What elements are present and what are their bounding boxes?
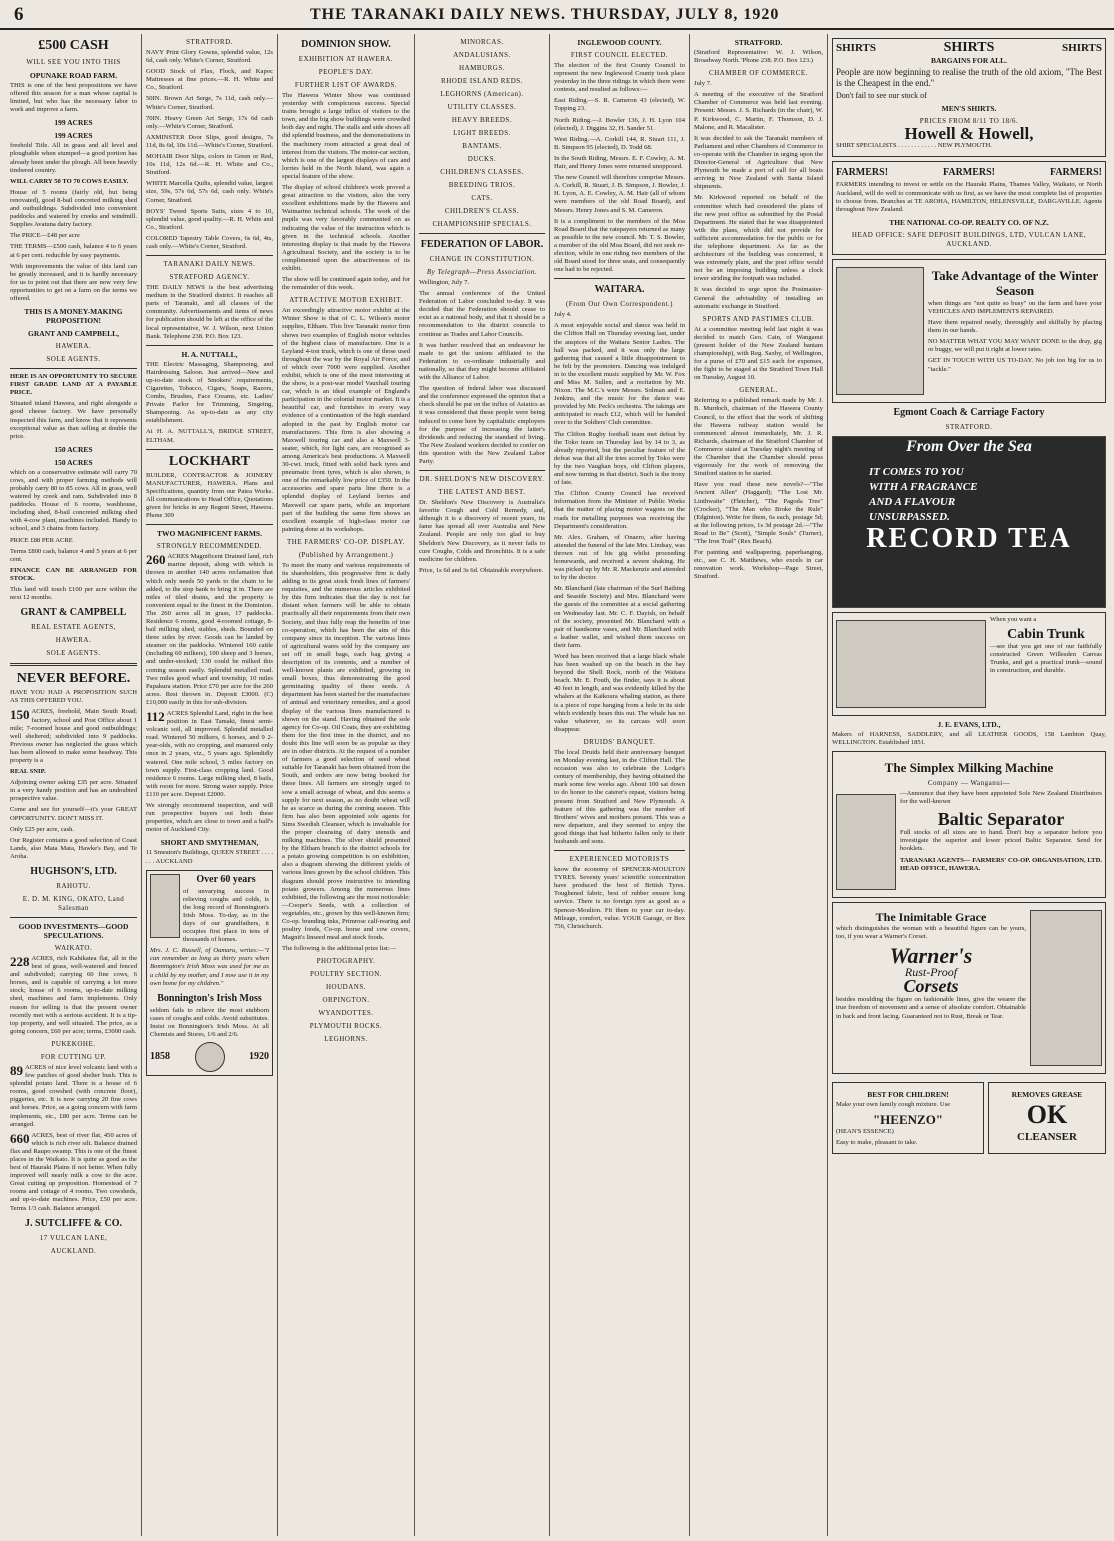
article-paragraph: Word has been received that a large black whale has been washed up on the beach in the bay beyond the Shell Rock, north of the Waitara beach. Mr. E. Fouth, the finder, says it is about 40 feet in length, and was evidently killed by the whalers at the Kaikoura whaling station, as there is a piece of rope hanging from a hole in its side which evidently bears this out. The whale has no value whatever, so its carcass will soon disappear. (554, 653, 685, 733)
column-5 (550, 34, 690, 1536)
evans-text: Makers of HARNESS, SADDLERY, and all LEATHER GOODS, 158 Lambton Quay, WELLINGTON. Established 1851. (832, 730, 1106, 746)
article-paragraph: For painting and wallpapering, paperhanging, etc., see C. H. Matthews, who excels in car renovation work. Workshop—Page Street, Stratford. (694, 549, 823, 581)
removes-heading: REMOVES GREASE (1011, 1090, 1083, 1100)
article-paragraph: Mr. Alex. Graham, of Onaero, after having attended the funeral of the late Mrs. Lindsay, was thrown out of his gig whilst proceeding homewards, and received a severe shaking. He was picked up by Mr. R. Mackenzie and attended to by the doctor. (554, 533, 685, 582)
trunk-illustration (836, 620, 986, 708)
agent2-sole: SOLE AGENTS. (46, 649, 101, 658)
bargains-heading: BARGAINS FOR ALL. (930, 56, 1008, 66)
tea-line: UNSURPASSED. (869, 510, 950, 523)
only-text: Only £25 per acre, cash. (10, 825, 75, 833)
tea-line: AND A FLAVOUR (869, 495, 956, 508)
dont-text: Don't fail to see our stock of (836, 91, 927, 101)
article-paragraph: The Clifton Rugby football team met defeat by the Toko team on Thursday last by 14 to 3, as already reported, but the peculiar feature of the defeat was that all the tries scored by Toko were by the two Vaughan boys, old Clifton players, and now turning in that district. Such is the irony of fate. (554, 430, 685, 487)
register-text: Our Register contains a good selection of Coast Lands, also Mata Mata, Hawke's Bay, and Te Aroha. (10, 836, 137, 860)
cabin-trunk-ad (832, 612, 1106, 716)
cutting-heading: FOR CUTTING UP. (40, 1052, 107, 1061)
classified-item: AXMINSTER Door Slips, good designs, 7s 11d, 8s 6d, 10s 11d.—White's Corner, Stratford. (146, 133, 273, 149)
take-heading: Take Advantage of the Winter Season (931, 267, 1099, 298)
divider (419, 470, 545, 471)
short-heading: SHORT AND SMYTHEMAN, (160, 838, 259, 848)
agent2-sub: REAL ESTATE AGENTS, (31, 623, 116, 632)
acres2-heading: 150 ACRES (54, 444, 93, 454)
article-paragraph: Referring to a published remark made by Mr. J. B. Murdoch, chairman of the Hawera County Council, to the effect that the work of shifting the Hawera railway station would be commenced almost immediately, Mr. J. R. Richards, chairman of the Stratford Chamber of Commerce stated at Tuesday night's meeting of the Chamber that the Chamber should press vigorously for the work of removing the Stratford station to be started. (694, 397, 823, 478)
dominion-show-heading: DOMINION SHOW. (301, 39, 391, 50)
article-paragraph: It is a compliment to the members of the Moa Road Board that the ratepayers returned as many as possible to the new council. Mr. T. S. Bowler, a member of the old Moa Board, did not seek re-election, while in one riding two members of the old Board stood for three seats, and consequently one had to be rejected. (554, 217, 685, 274)
investments-heading: GOOD INVESTMENTS—GOOD SPECULATIONS. (18, 922, 129, 940)
article-paragraph: Mr. Blanchard (late chairman of the Surf Bathing and Seaside Society) and Mrs. Blanchard were the guests of the committee at a social gathering on Wednesday last. Mr. C. F. Dayish, on behalf of the society, presented Mr. Blanchard with a pair of handsome vases, and Mr. Blanchard with a leather wallet, and wished them success on their farm. (554, 585, 685, 649)
two-farms-heading: TWO MAGNIFICENT FARMS. (157, 529, 262, 539)
bonnington-tail: seldom fails to relieve the most stubborn cases of coughs and colds. Avoid substitutes. Insist on Bonnington's Irish Moss. At all Chemists and Stores, 1/6 and 2/6. (150, 1006, 269, 1038)
opportunity-text: HERE IS AN OPPORTUNITY TO SECURE FIRST GRADE LAND AT A PAYABLE PRICE. (10, 373, 137, 397)
breeding-heading: BREEDING TRIOS. (448, 181, 516, 189)
waikato-heading: WAIKATO. (54, 944, 93, 952)
baltic-text: Full stocks of all sizes are to hand. Don't buy a separator before you investigate the superior and lower priced Baltic Separator. Send for booklets. (900, 829, 1102, 853)
hughson-heading: HUGHSON'S, LTD. (30, 866, 117, 877)
inspection-text: We strongly recommend inspection, and will run prospective buyers out both these properties, which are close to town and a half's motor of Auckland City. (146, 802, 273, 834)
money-heading: THIS IS A MONEY-MAKING PROPOSITION! (24, 307, 123, 326)
column-3 (278, 34, 415, 1536)
divider (146, 255, 273, 256)
column-6 (690, 34, 828, 1536)
terms2-text: Terms £800 cash, balance 4 and 5 years at 6 per cent. (10, 547, 137, 563)
medallion-icon (195, 1042, 225, 1072)
sutcliffe-heading: J. SUTCLIFFE & CO. (25, 1217, 122, 1229)
divider (10, 368, 137, 369)
farmers-heading: THE FARMERS' CO-OP. DISPLAY. (286, 537, 406, 546)
hughson-town: RAHOTU. (56, 882, 91, 890)
acres2-heading-repeat: 150 ACRES (54, 457, 93, 467)
stratford-heading: STRATFORD. (186, 38, 233, 46)
article-paragraph: The annual conference of the United Federation of Labor concluded to-day. It was decided that the Federation should cease to exist as a national body, and that it should be a recommendation to the district councils to continue as Trades and Labor Councils. (419, 290, 545, 338)
bonnington-brand: Bonnington's Irish Moss (157, 992, 262, 1004)
make-text: Make your own family cough mixture. Use (836, 1101, 951, 1109)
divider (419, 233, 545, 234)
representative-line: (Stratford Representative: W. J. Wilson, Broadway North. 'Phone 238. P.O. Box 123.) (694, 49, 823, 65)
egmont-ad (832, 259, 1106, 403)
sold-text: This land will touch £100 per acre within the next 12 months. (10, 586, 137, 602)
agents-text: TARANAKI AGENTS— FARMERS' CO-OP. ORGANISATION, LTD. HEAD OFFICE, HAWERA. (900, 856, 1102, 872)
childrens-show-heading: CHILDREN'S CLASS. (444, 207, 520, 215)
first-council-heading: FIRST COUNCIL ELECTED. (570, 51, 669, 59)
motor-heading: ATTRACTIVE MOTOR EXHIBIT. (289, 296, 403, 305)
recommended-heading: STRONGLY RECOMMENDED. (156, 542, 263, 551)
corset-text: besides moulding the figure on fashionable lines, give the wearer the true freedom of movement and a sense of absolute comfort. Obtainable in back and front lacing. Guaranteed not to Rust, Break or Tear. (836, 996, 1026, 1020)
p150-text: ACRES, freehold, Main South Road; factory, school and Post Office about 1 mile; 7-roomed house and good outbuildings; well sheltered; subdivided into 9 paddocks. Previous owner has neglected the grass which has been allowed to make some headway. This property is a (10, 708, 137, 764)
leghorns-am-heading: LEGHORNS (American). (440, 90, 524, 98)
record-tea-ad (832, 436, 1106, 608)
nuttall-address: At H. A. NUTTALL'S, BRIDGE STREET, ELTHAM. (146, 428, 273, 444)
farm-text: FARMERS intending to invest or settle on the Hauraki Plains, Thames Valley, Waikato, or North Auckland, will do well to communicate with us first, as we have the most complete list of properties to choose from. Branches at TE AROHA, HAMILTON, HELENSVILLE, DARGAVILLE. Agents throughout New Zealand. (836, 181, 1102, 213)
championship-heading: CHAMPIONSHIP SPECIALS. (432, 220, 532, 228)
dateline: July 7. (694, 80, 712, 88)
classified-item: MOHAIR Door Slips, colors in Green or Red, 10s 11d, 12s 6d.—R. H. White and Co., Stratford. (146, 153, 273, 177)
agency-text: THE DAILY NEWS is the best advertising medium in the Stratford district. It reaches all parts of Taranaki, and all classes of the community. Advertisements and items of news for publication should be left at the office of the local representative, W. J. Wilson, next Union Bank. Telephone 238. P.O. Box 123. (146, 284, 273, 340)
p112-text: ACRES Splendid Land, right in the best position in East Tamaki, finest semi-volcanic soil, all improved. Splendid metalled road. Wintered 50 milkers, 6 horses, and 9 2-year-olds, with no cropping, and manured only once in 2 years, viz., 5 years ago. Splendidly watered. One mile school, 3 miles factory on town supply. First-class cropping land. Good residence 6 rooms. Large milking shed, 8 bails, with room for more. Strong water supply. Price £110 per acre. Deposit £2000. (146, 710, 273, 798)
shirts-label: SHIRTS (943, 40, 995, 55)
improve-text: With improvements the value of this land can be greatly increased, and it is hardly necessary for us to point out that there are now very few opportunities to get on a farm on the terms we offered. (10, 262, 137, 302)
article-paragraph: The display of school children's work proved a great attraction to the visitors, also the very excellent exhibitions made by the Hawera and Waimarino technical schools. The work of the pupils was very favorably commented on as indicating the value of the instruction which is given in the technical schools. Another interesting display is that made by the Hawera Agricultural Society, and the society is to be complimented upon the attractiveness of its exhibit. (282, 184, 410, 272)
heenzo-sub: (HEAN'S ESSENCE) (836, 1128, 894, 1136)
take-text: Have them repaired neatly, thoroughly and skilfully by placing them in our hands. (928, 319, 1102, 335)
year-from: 1858 (150, 1051, 170, 1063)
stratford-heading: STRATFORD. (734, 38, 783, 47)
grace-text: which distinguishes the woman with a beautiful figure can be yours, too, if you wear a Warner's Corset. (836, 925, 1026, 941)
article-paragraph: The new Council will therefore comprise Messrs. A. Corkill, R. Stuart, J. B. Simpson, J. Bowler, J. H. Lyon, A. E. Cowley, A. M. Hair (all of whom were members of the old Road Board), and Messrs. Henry Jones and S. M. Cameron. (554, 174, 685, 214)
agent-sole: SOLE AGENTS. (46, 355, 101, 364)
sutcliffe-address: 17 VULCAN LANE, (39, 1233, 108, 1242)
cats-heading: CATS. (471, 194, 493, 202)
price2-text: PRICE £88 PER ACRE (10, 536, 73, 544)
bantams-heading: BANTAMS. (462, 142, 502, 150)
farmers-sub: (Published by Arrangement.) (298, 550, 394, 559)
real-snip: REAL SNIP. (10, 768, 46, 776)
simplex-company: Company — Wanganui— (927, 779, 1011, 788)
column-4 (415, 34, 550, 1536)
correspondent-line: (From Our Own Correspondent.) (565, 300, 674, 309)
take-text: when things are "not quite so busy" on the farm and have your VEHICLES AND IMPLEMENTS REPAIRED. (928, 299, 1102, 315)
article-paragraph: An exceedingly attractive motor exhibit at the Winter Show is that of C. L. Wilson's motor supplies, Eltham. This live Taranaki motor firm shows two examples of English motor vehicles of the highest class of manufacture. One is a Leyland 4-ton truck, which is one of those used throughout the war by the Royal Air Force, and of which over 7000 were supplied. Another exhibit, which is one of the most interesting at the show, is a post-war model Vauxhall touring car, which is an ideal example of England's participation in the colonial motor market. It is a beautiful car, and furnishes in every way evidence of a continuation of the high standard adopted in the past by English motor car manufacturers. This firm is also showing a Maxwell touring car and also a Maxwell 3-seater, which, for light cars, are recognised as among America's best productions. A Maxwell 30-cwt. truck, fitted with solid back tyres and pneumatic front tyres, which is also shown, is one of the remarkably low price of £350. In the accessories and spare parts line there is a splendid display of Leyland lorries and Maxwell car spare parts, while an important part of the building the same firm shows an excellent example of high-class motor car painting done at its workshops. (282, 307, 410, 533)
andalusians-heading: ANDALUSIANS. (453, 51, 511, 59)
adjoining-text: Adjoining owner asking £35 per acre. Situated in a very handy position and has an undoubted prospective value. (10, 779, 137, 803)
cash-sub: WILL SEE YOU INTO THIS (26, 58, 121, 66)
howell-heading: Howell & Howell, (904, 124, 1034, 144)
inglewood-heading: INGLEWOOD COUNTY. (577, 38, 662, 47)
bonnington-text: of unvarying success in relieving coughs and colds, is the long record of Bonnington's Irish Moss. To-day, as in the days of our grandfathers, it occupies first place in tens of thousands of homes. (183, 887, 269, 944)
situated-text: Situated inland Hawera, and right alongside a good cheese factory. We have personally inspected this farm, and know that it represents exceptional value as than selling at double the price. (10, 400, 137, 440)
article-paragraph: The local Druids held their anniversary banquet on Monday evening last, in the Clifton Hall. The occasion was also to celebrate the Lodge's century of membership, they having obtained the mark some few weeks ago. About 100 sat down to do honor to the caterer's repast, visitors being present from Stratford and New Plymouth. A feature of this gathering was the number of Brothers' wives and mothers present. This was a new departure, and they seemed to enjoy the good things that had hitherto fallen only to their husbands and sons. (554, 748, 685, 845)
awards-heading: FURTHER LIST OF AWARDS. (294, 81, 398, 89)
peoples-day-heading: PEOPLE'S DAY. (318, 68, 374, 76)
lockhart-text: BUILDER, CONTRACTOR & JOINERY MANUFACTURER, HAWERA. Plans and Specifications, quantity from our Patea Works. All communications to Head Office, Quotations given for bricks in any Regent Street, Hawera. Phone 309 (146, 471, 273, 520)
column-1 (6, 34, 142, 1536)
sports-heading: SPORTS AND PASTIMES CLUB. (702, 314, 815, 323)
article-paragraph: The show will be continued again today, and for the remainder of this week. (282, 276, 410, 292)
acres-text: freehold Title. All in grass and all level and ploughable when stumped—a good portion has already been under the plough. All been heavily timbered country. (10, 142, 137, 174)
article-paragraph: Mr. Kirkwood reported on behalf of the committee which had considered the plans of the new post office as submitted by the Postal Department. He stated that he was disappointed with the plans, which did not provide for sufficient accommodation for the public or for the telephone department. As far as the architecture of the building was concerned, it was extremely plain, and the post office would not be an imposing building unless a clock tower striding the footpath was included. (694, 194, 823, 283)
classified-item: NAVY Print Glory Gowns, splendid value, 12s 6d, cash only. White's Corner, Stratford. (146, 49, 273, 65)
poultry-heading: POULTRY SECTION. (309, 970, 383, 979)
simplex-heading: The Simplex Milking Machine (884, 760, 1054, 776)
cabin-heading: Cabin Trunk (1007, 626, 1085, 642)
heenzo-ad (832, 1082, 984, 1154)
heavy-heading: HEAVY BREEDS. (451, 116, 513, 124)
lockhart-heading: LOCKHART (168, 453, 251, 469)
warners-brand: Warner's (889, 943, 973, 969)
p660-text: ACRES, best of river flat, 450 acres of which is rich river silt. Balance drained flax and Raupo swamp. This is one of the finest places in the Waikato. It is quite as good as the best of Hauraki Plains if not better. When fully improved will nearly milk a cow to the acre. Great cutting up proposition. Homestead of 7 rooms and cottage of 4 rooms. Two cowsheds, and up-to-date machines. Price, £50 per acre. Terms 1/3 cash. Balance arranged. (10, 1131, 137, 1212)
pukekohe-heading: PUKEKOHE. (51, 1039, 96, 1048)
classified-item: 70IN. Heavy Green Art Serge, 17s 6d cash only.—White's Corner, Stratford. (146, 114, 273, 130)
have-text: HAVE YOU HAD A PROPOSITION SUCH AS THIS OFFERED YOU. (10, 689, 137, 705)
man-portrait-illustration (836, 267, 924, 395)
article-paragraph: West Riding.—A. Corkill 144, R. Stuart 111, J. B. Simpson 95 (elected), D. Todd 68. (554, 135, 685, 151)
take-text: NO MATTER WHAT YOU MAY WANT DONE to the dray, gig or buggy, we will put it right at lower rates. (928, 338, 1102, 354)
heenzo-brand: "HEENZO" (872, 1112, 944, 1128)
article-paragraph: The question of federal labor was discussed and the conference expressed the opinion that a check should be put on the influx of Asiatics as it was considered that these people were being induced to come here by capitalistic employers for the purpose of increasing the latter's dividends and reducing the standard of living. The New Zealand workers decided to confer on this question with the New Zealand Labor Party. (419, 385, 545, 465)
article-paragraph: A meeting of the executive of the Stratford Chamber of Commerce was held last evening. Present: Messrs. J. S. Richards (in the chair), W. P. Kirkwood, C. Martin, F. Thomson, D. J. Malone, and R. Macalister. (694, 91, 823, 131)
agent2-name: GRANT & CAMPBELL (20, 607, 127, 619)
telegraph-line: By Telegraph—Press Association. (426, 268, 538, 276)
dateline: July 4. (554, 311, 572, 319)
separator-illustration (836, 794, 896, 890)
short-address: 11 Smeaton's Buildings, QUEEN STREET . . . . . . . AUCKLAND (146, 849, 273, 865)
sheldon-tail: Price, 1s 6d and 3s 6d. Obtainable everywhere. (419, 566, 544, 574)
acres-number: 150 (10, 707, 30, 723)
easy-text: Easy to make, pleasant to take. (836, 1139, 918, 1147)
never-before-heading: NEVER BEFORE. (16, 671, 131, 687)
divider (10, 663, 137, 666)
divider (554, 278, 685, 279)
article-paragraph: A most enjoyable social and dance was held in the Clifton Hall on Thursday evening last, under the auspices of the Waitara Senior Ladies. The hall was packed, and it was only the large gathering that caused a little disappointment to be felt by the promoters. Dancing was indulged in to the excellent music supplied by Mr. W. Fox and Miss M. Sullen, and a recitation by Mr. Nixon. The M.C.'s were Messrs. Solman and E. Jenkins, and the music for the dance was provided by Mr. Peck's orchestra. The takings are anticipated to reach £12, which will be handed over to the Soldiers' Club committee. (554, 322, 685, 427)
exhibition-heading: EXHIBITION AT HAWERA. (298, 55, 394, 63)
divider (146, 449, 273, 450)
hamburgs-heading: HAMBURGS. (459, 64, 505, 72)
over-60-heading: Over 60 years (196, 873, 256, 885)
sheldon-sub: THE LATEST AND BEST. (438, 488, 526, 497)
sheldon-heading: DR. SHELDON'S NEW DISCOVERY. (419, 475, 545, 484)
national-heading: THE NATIONAL CO-OP. REALTY CO. OF N.Z. (889, 217, 1049, 227)
farmers-ad (832, 161, 1106, 254)
p89-text: ACRES of nice level volcanic land with a few patches of good shelter bush. This is splendid potato land. There is a house of 6 rooms, good cowshed (with concrete floor), piggeries, etc. It is now carrying 20 fine cows and horses. Price, as a going concern with farm implements, etc., £80 per acre. Terms can be arranged. (10, 1063, 137, 1128)
article-paragraph: The following is the additional prize list:— (282, 945, 397, 953)
nuttall-heading: H. A. NUTTALL, (181, 349, 238, 359)
federation-heading: FEDERATION OF LABOR. (420, 239, 544, 250)
utility-heading: UTILITY CLASSES. (447, 103, 517, 111)
classified-item: GOOD Stock of Flax, Flock, and Kapoc Mattresses at fine prices.—R. H. White and Co., Stratford. (146, 68, 273, 92)
druids-heading: DRUIDS' BANQUET. (583, 737, 656, 746)
divider (146, 345, 273, 346)
acres2-text: which on a conservative estimate will carry 70 cows, and with proper farming methods will probably carry 80 to 85 cows. All in grass, well watered by creek and ram. Subdivided into 8 paddocks. House of 6 rooms, washhouse, including shed, 8-bail concreted milking shed with 4-cow plant, machines included. Handy to school, and 3 chains from factory. (10, 468, 137, 533)
rustproof-label: Rust-Proof (904, 965, 958, 980)
acres-number: 228 (10, 954, 30, 969)
simplex-text: —Announce that they have been appointed Sole New Zealand Distributors for the well-known (900, 790, 1102, 806)
agent-town: HAWERA. (55, 342, 92, 351)
price-text: The PRICE—£48 per acre (10, 232, 80, 240)
newspaper-title: THE TARANAKI DAILY NEWS. THURSDAY, JULY 8, 1920 (310, 6, 780, 23)
wyandottes-heading: WYANDOTTES. (318, 1009, 374, 1018)
childrens-heading: CHILDREN'S CLASSES. (440, 168, 524, 176)
article-paragraph: To meet the many and various requirements of its shareholders, this progressive firm is daily adding to its great stock fresh lines of farmers' requisites, and the numerous articles exhibited by this firm indicates that the day is not far distant when farmers will be able to obtain practically all their requirements from their own Society, and thus fully reap the benefits of true co-operation, which has been the aim of this company since its inception. The various lines of agricultural wares sold by the company are set off in small bags, each bag giving a description of its contents, and a number of well-known plants are exhibited, growing in small boxes, thus demonstrating the good germinating quality of these seeds. A department has been started for the manufacture of animal and veterinary remedies, and a good display of the various lines manufactured is shown on the stand. Having obtained the sole agency for Co-op. Oil Coats, they are exhibiting them for the first time in the district, and no doubt this line will soon be as popular as they are in other districts. At the request of a number of farmers a good selection of seed wheat suitable for Taranaki has been obtained from the South, and orders are now being booked for these lines. All farmers are strongly urged to sow a small acreage of wheat, and this seems a supply for next season, as no doubt wheat will be as scarce as during the coming season. This firm has also been appointed sole agents for Sims Swedish Cleanser, which is invaluable for the proper cleansing of dairy utensils and milking machines. The silver shield presented by the Eltham branch to the district schools for a potato growing competition is on exhibition, also a diagram showing the different yields of various lines grown by the school children. This diagram should prove instructive to intending potato growers. Among the numerous lines exhibited, the following are the most noticeable:—Cooper's Seeds, with a collection of vegetables, etc., grown by this well-known firm; Co-op. branding inks, Primrose calf-rearing and poultry foods, Co-op. horse and cow covers, Magnit's linseed meal and stock foods. (282, 561, 410, 942)
come-text: Come and see for yourself—it's your GREAT OPPORTUNITY. DON'T MISS IT. (10, 806, 137, 822)
acres-number: 660 (10, 1130, 30, 1146)
cabin-text: —see that you get one of our faithfully constructed Green Willesden Canvas Trunks, and get a practical trunk—sound in construction, and durable. (990, 642, 1102, 675)
article-paragraph: The election of the first County Council to represent the new Inglewood County took place yesterday in the three ridings in which there were contests, and resulted as follows:— (554, 62, 685, 94)
tea-tagline: From Over the Sea (906, 437, 1032, 455)
specialists-text: SHIRT SPECIALISTS . . . . . . . . . . . . NEW PLYMOUTH. (836, 142, 992, 150)
nuttall-text: THE Electric Massaging, Shampooing, and Hairdressing Saloon. Just arrived—New and up-to-date stock of Smokers' requirements, Cigarettes, Tobacco, Cigars, Soaps, Razors, Combs, Brushes, Face Creams, etc. Ladies' Private Parlor for Trimming, Singeing, Shampooing. As up-to-date as any city establishment. (146, 360, 273, 425)
article-paragraph: In the South Riding, Messrs. E. F. Cowley, A. M. Hair, and Henry Jones were returned unopposed. (554, 154, 685, 171)
motorists-text: know the economy of SPENCER-MOULTON TYRES. Seventy years' scientific concentration have produced the best of British Tyres. Toughened fabric, best of rubber ensure long service. There is no foreign tyre as good as a Spencer-Moulton. Fit them to your car to-day. Mileage, comfort, value. YOUR Garage, or Box 756, Christchurch. (554, 866, 685, 930)
plymouth-heading: PLYMOUTH ROCKS. (309, 1022, 383, 1031)
shirts-ad (832, 38, 1106, 157)
sutcliffe-town: AUCKLAND. (50, 1246, 97, 1255)
general-heading: GENERAL. (739, 386, 778, 395)
rhode-heading: RHODE ISLAND REDS. (441, 77, 523, 85)
divider (146, 524, 273, 525)
egmont-town: STRATFORD. (945, 422, 993, 431)
cabin-when: When you want a (990, 615, 1037, 623)
hughson-staff: E. D. M. KING, OKATO, Land Salesman (22, 895, 125, 912)
article-paragraph: It was further resolved that an endeavour be made to get the unions affiliated to the Federation to co-ordinate industrially and nationally, so that they might become affiliated with the Alliance of Labor. (419, 341, 545, 382)
tea-line: WITH A FRAGRANCE (869, 480, 978, 493)
tea-line: IT COMES TO YOU (869, 465, 964, 478)
article-paragraph: It was decided to ask the Taranaki members of Parliament and other Chambers of Commerce to co-operate with the Chamber in urging upon the Director-General of Agriculture that New Plymouth be made a port of call for all boats arriving in New Zealand with Santa Island shipments. (694, 134, 823, 191)
year-to: 1920 (249, 1051, 269, 1063)
divider (10, 917, 137, 918)
shirts-label: SHIRTS (836, 42, 876, 54)
leghorns-heading: LEGHORNS. (324, 1035, 368, 1044)
farmers-label: FARMERS! (836, 167, 889, 179)
bonnington-ad (146, 870, 273, 1077)
bottle-illustration (150, 874, 180, 938)
agency-heading: STRATFORD AGENCY. (169, 273, 250, 282)
best-heading: BEST FOR CHILDREN! (867, 1090, 949, 1100)
carry-text: WILL CARRY 50 TO 70 COWS EASILY. (10, 177, 129, 185)
egmont-heading: Egmont Coach & Carriage Factory (893, 406, 1045, 418)
finance-text: FINANCE CAN BE ARRANGED FOR STOCK. (10, 566, 137, 582)
touch-text: GET IN TOUCH WITH US TO-DAY. No job too big for us to "tackle." (928, 357, 1102, 373)
cleanser-label: CLEANSER (1017, 1131, 1077, 1144)
article-paragraph: North Riding.—J. Bowler 136, J. H. Lyon 104 (elected), J. Diggins 32, H. Sander 51. (554, 116, 685, 132)
ok-cleanser-ad (988, 1082, 1106, 1154)
acres-heading: 199 ACRES (54, 118, 93, 128)
waitara-heading: WAITARA. (594, 284, 645, 296)
dateline: Wellington, July 7. (419, 279, 470, 286)
tdn-heading: TARANAKI DAILY NEWS. (163, 260, 256, 269)
orpington-heading: ORPINGTON. (322, 996, 370, 1005)
agent-name: GRANT AND CAMPBELL, (28, 329, 119, 339)
article-paragraph: East Riding.—S. R. Cameron 43 (elected), W. Topping 23. (554, 97, 685, 113)
classified-item: 50IN. Brown Art Serge, 7s 11d, cash only.—White's Corner, Stratford. (146, 95, 273, 111)
change-heading: CHANGE IN CONSTITUTION. (429, 255, 535, 263)
agent2-town: HAWERA. (55, 636, 92, 645)
ok-brand: OK (1026, 1100, 1068, 1130)
baltic-heading: Baltic Separator (937, 809, 1065, 830)
page-number: 6 (14, 4, 24, 25)
masthead (0, 0, 1114, 30)
article-paragraph: It was decided to urge upon the Postmaster-General the advisability of installing an automatic exchange in Stratford. (694, 286, 823, 310)
testimonial-text: Mrs. J. C. Russell, of Oamaru, writes:—"I can remember as long as thirty years when Bonnington's Irish Moss was used for me as a child by my mother, and I now use it in my own home for my children." (150, 947, 269, 987)
simplex-ad (832, 751, 1106, 898)
terms-text: THE TERMS—£500 cash, balance 4 to 6 years at 6 per cent. reducible by easy payments. (10, 243, 137, 259)
classified-item: COLORED Tapestry Table Covers, 6s 6d, 4ts, cash only.—White's Corner, Stratford. (146, 234, 273, 250)
farmers-label: FARMERS! (942, 167, 996, 179)
farmers-label: FARMERS! (1049, 167, 1102, 179)
farm-text: THIS is one of the best propositions we have offered this season for a man whose capital is limited, but who has the necessary labor to work and improve a farm. (10, 82, 137, 114)
photography-heading: PHOTOGRAPHY. (316, 957, 376, 966)
acres-number: 89 (10, 1062, 23, 1078)
acres-number: 260 (146, 552, 166, 568)
article-paragraph: Have you read these new novels?—"The Ancient Allen" (Haggard); "The Lost Mr. Linthwaite" (Fletcher), "The Pagoda Tree" (Crocker), "The Man who Broke the Rule" (Edginton). Write for them, 6s each, postage 5d; at the following prices, 1s 3d postage 2d.—"The Road to Be" (Scott), "Simple Souls" (Turner), "The Iron Trail" (Rex Beach). (694, 481, 823, 545)
acres-heading-repeat: 199 ACRES (54, 131, 93, 141)
article-paragraph: The Hawera Winter Show was continued yesterday with conspicuous success. Special trains brought a large influx of visitors to the town, and the big show buildings were crowded both day and night. The stalls and side shows all did splendid business, and the demonstrations in the machinery room attracted a great deal of interest from the visitors. The motor-car section, which is one of the largest displays of cars and lorries held in the North Island, was again a special feature of the show. (282, 92, 410, 180)
shirts-label: SHIRTS (1062, 42, 1102, 54)
article-paragraph: The Clifton County Council has received information from the Minister of Public Works that the matter of placing motor wagons on the roads for metalling purposes was receiving the Department's consideration. (554, 490, 685, 530)
classified-item: WHITE Marcella Quilts, splendid value, largest size, 59s, 57s 6d, 57s 6d, cash only. White's Corner, Stratford. (146, 180, 273, 204)
classified-item: BOYS' Tweed Sports Suits, sizes 4 to 10, splendid value, good quality.—R. H. White and Co., Stratford. (146, 207, 273, 231)
column-2 (142, 34, 278, 1536)
record-tea-brand: RECORD TEA (866, 522, 1072, 554)
column-7-ads (828, 34, 1110, 1536)
p228-text: ACRES, rich Kahikatea flat, all in the best of grass, well-watered and fenced and subdivided; carrying 60 fine cows, 6 horses, and is capable of carrying a lot more stock; house of 6 rooms, up-to-date milking shed, machines and farm implements. Only reason for selling is that the present owner recently met with a serious accident. It is a tip-top property, and well situated. The price, as a going concern, £60 per acre; terms, £3000 cash. (10, 955, 137, 1035)
prices-text: PRICES FROM 8/11 TO 18/6. (919, 117, 1019, 126)
mens-shirts: MEN'S SHIRTS. (941, 104, 997, 114)
warners-ad (832, 902, 1106, 1074)
light-heading: LIGHT BREEDS. (453, 129, 511, 137)
corsets-label: Corsets (903, 976, 959, 997)
ducks-heading: DUCKS. (467, 155, 497, 163)
chamber-heading: CHAMBER OF COMMERCE. (709, 69, 808, 78)
minorcas-heading: MINORCAS. (460, 38, 504, 46)
acres-number: 112 (146, 709, 165, 724)
people-text: People are now beginning to realise the truth of the old axiom, "The Best is the Cheapest in the end." (836, 67, 1102, 89)
motorists-heading: EXPERIENCED MOTORISTS (569, 855, 670, 864)
house-text: House of 5 rooms (fairly old, but being renovated), good 8-bail concreted milking shed and outbuildings. Subdivided into convenient paddocks and watered by creeks and windmill. Supplies Avatuna dairy factory. (10, 188, 137, 229)
grace-heading: The Inimitable Grace (875, 910, 987, 925)
farm-headline: OPUNAKE ROAD FARM. (29, 71, 118, 80)
p260-text: ACRES Magnificent Drained land, rich marine deposit, along with which is thrown in another 140 acres reclamation that which only needs 50 yards to the chain to be added, to the stop bank to bring it in. There are miles of tiled drains, and the property is convenient equal to the finest in the Dominion. The 260 acres all in grass, 17 paddocks. Residence 6 rooms, good 4-roomed cottage, 8-bail milking shed, stables, sheds. Bounded on three sides by river. Goods can be landed by steamer on the paddocks. Wintered 160 cattle (including 60 milkers), 100 sheep and 3 horses, and under-stocked; 130 could be milked this coming season easily. Splendid metalled road. Two miles good wharf and township, 10 miles Papakura station. Price £70 per acre for the 260 acres. Rest thrown in. Deposit £3000. (C) £10,000 easily in this for sub-division. (146, 553, 273, 706)
article-paragraph: At a committee meeting held last night it was decided to match Geo. Cain, of Wanganui (present holder of the New Zealand bantam championship), with Reg. Saxby, of Wellington, for a purse of £70 and £15 each for expenses, the fight to be staged at the Stratford Town Hall on Tuesday, August 10. (694, 325, 823, 382)
national-address: HEAD OFFICE: SAFE DEPOSIT BUILDINGS, LTD, VULCAN LANE, AUCKLAND. (851, 230, 1087, 248)
sheldon-text: Dr. Sheldon's New Discovery is Australia's favorite Cough and Cold Remedy, and, although it is a discovery of recent years, its fame has spread all over Australia and New Zealand. People are only too glad to buy Sheldon's New Discovery, as it never fails to cure Coughs, Colds and Bronchitis. It is a safe medicine for children. (419, 499, 545, 563)
cash-headline: £500 CASH (38, 38, 109, 53)
woman-figure-illustration (1030, 910, 1102, 1066)
houdans-heading: HOUDANS. (326, 983, 366, 992)
divider (554, 850, 685, 851)
evans-heading: J. E. EVANS, LTD., (937, 719, 1001, 729)
